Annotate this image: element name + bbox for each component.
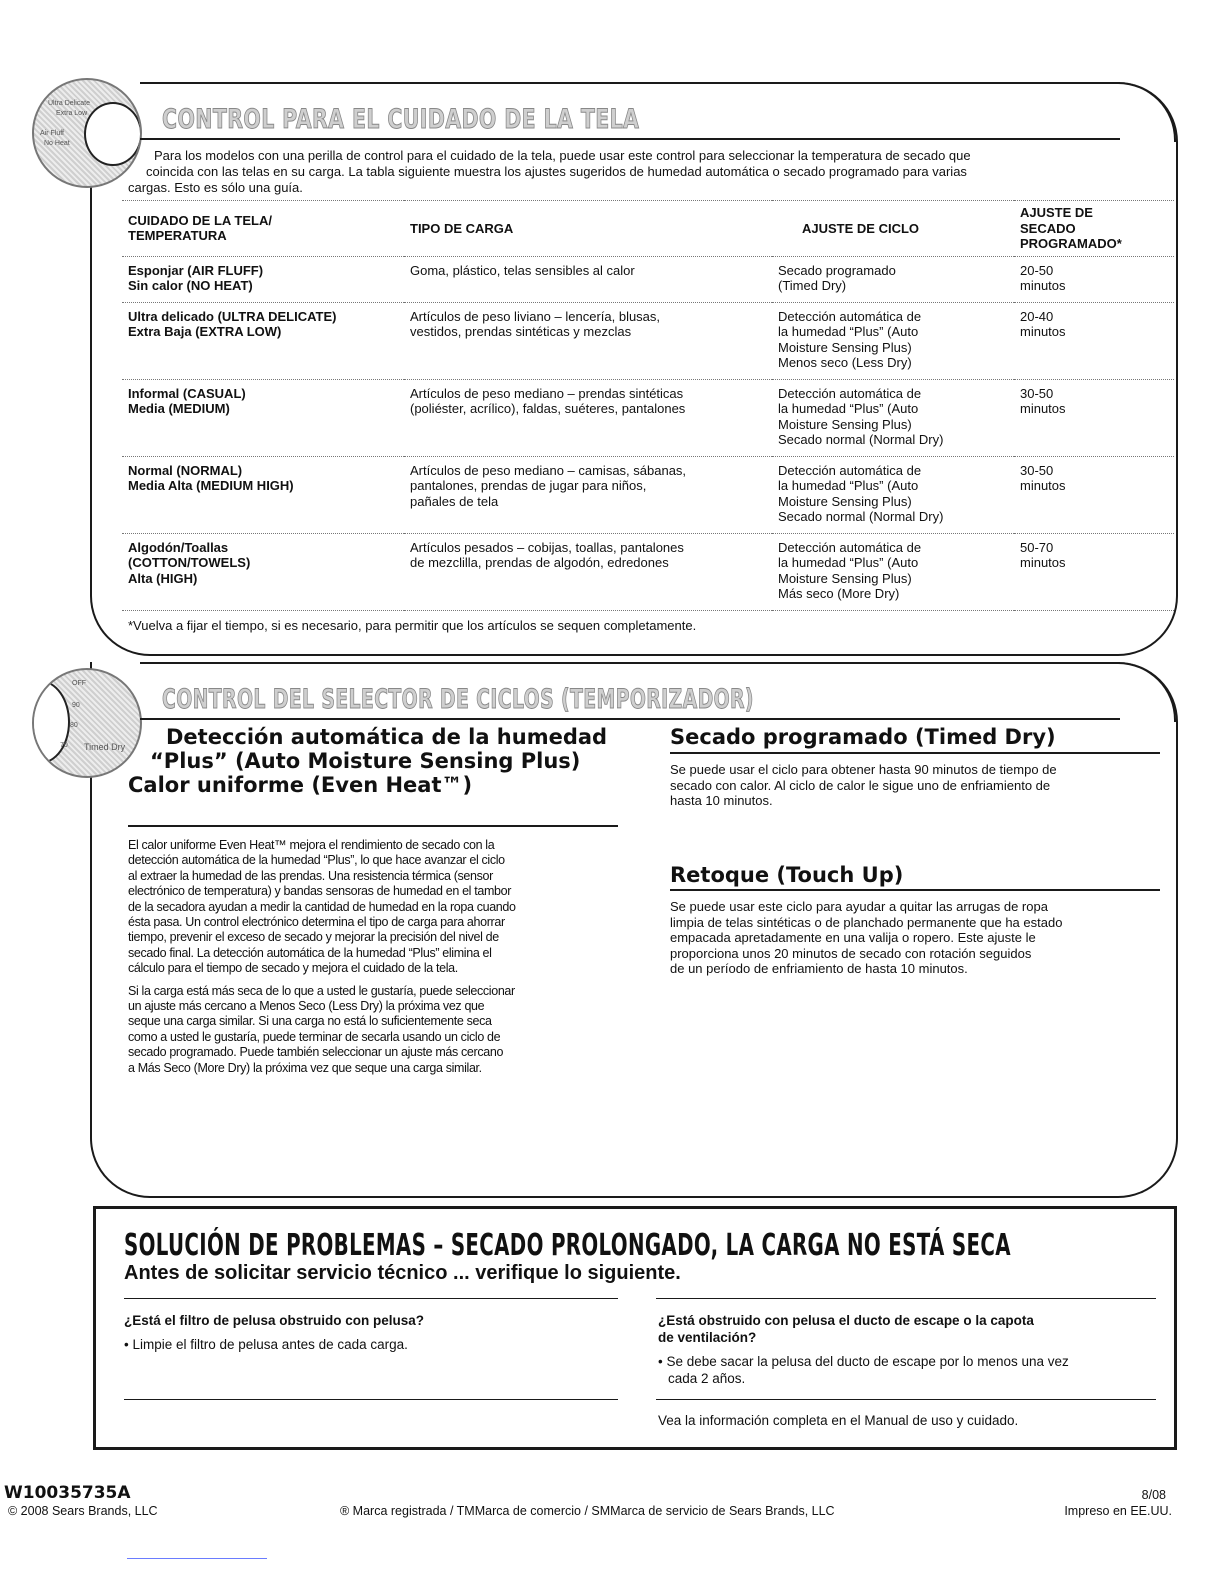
text-line: un ajuste más cercano a Menos Seco (Less Dry) la próxima vez que xyxy=(128,999,485,1014)
question-exhaust-duct xyxy=(658,1312,1034,1346)
cell-care: Algodón/Toallas (COTTON/TOWELS) Alta (HIGH) xyxy=(122,533,404,610)
cell-load: Artículos pesados – cobijas, toallas, pantalones de mezclilla, prendas de algodón, edredones xyxy=(404,533,772,610)
text-line: secado programado. Puede también seleccionar un ajuste más cercano xyxy=(128,1045,504,1060)
printed-in: Impreso en EE.UU. xyxy=(1064,1504,1172,1518)
cell-timed: 30-50 minutos xyxy=(1014,456,1174,533)
touch-up-body xyxy=(670,899,1160,977)
fabric-care-dial-icon xyxy=(32,78,142,188)
dial-label: Extra Low xyxy=(56,110,88,117)
answer-line: cada 2 años. xyxy=(668,1371,746,1386)
copyright: © 2008 Sears Brands, LLC xyxy=(8,1504,158,1518)
text-line: proporciona unos 20 minutos de secado con rotación seguidos xyxy=(670,945,1032,961)
cell-load: Artículos de peso mediano – prendas sintéticas (poliéster, acrílico), faldas, suéteres, pantalones xyxy=(404,379,772,456)
dial-label: 70 xyxy=(60,742,68,749)
divider xyxy=(656,1399,1156,1400)
fabric-care-title: CONTROL PARA EL CUIDADO DE LA TELA xyxy=(162,104,640,135)
cell-cycle: Secado programado (Timed Dry) xyxy=(772,256,1014,302)
header-load: TIPO DE CARGA xyxy=(404,201,772,257)
fabric-care-corner xyxy=(1116,82,1176,142)
text-line: como a usted le gustaría, puede terminar de secarla usando un ciclo de xyxy=(128,1029,501,1044)
text-line: empacada apretadamente en una valija o ropero. Este ajuste le xyxy=(670,930,1036,945)
text-line: electrónico de temperatura) y bandas sensoras de humedad en el tambor xyxy=(128,884,512,899)
header-care: CUIDADO DE LA TELA/ TEMPERATURA xyxy=(122,201,404,257)
auto-moisture-rule xyxy=(128,825,618,827)
text-line: a Más Seco (More Dry) la próxima vez que seque una carga similar. xyxy=(128,1060,482,1075)
text-line: El calor uniforme Even Heat™ mejora el rendimiento de secado con la xyxy=(128,838,495,852)
model-number: W10035735A xyxy=(4,1483,131,1503)
touch-up-rule xyxy=(670,889,1160,891)
dial-label: Air Fluff xyxy=(40,130,64,137)
fabric-care-table xyxy=(122,200,1174,611)
cell-cycle: Detección automática de la humedad “Plus” (Auto Moisture Sensing Plus) Secado normal (Normal Dry) xyxy=(772,456,1014,533)
dial-label: No Heat xyxy=(44,140,70,147)
text-line: seque una carga similar. Si una carga no está lo suficientemente seca xyxy=(128,1014,492,1029)
auto-moisture-body xyxy=(128,838,623,1083)
text-line: secado final. La detección automática de la humedad “Plus” elimina el xyxy=(128,945,492,960)
trademarks: ® Marca registrada / TMMarca de comercio / SMMarca de servicio de Sears Brands, LLC xyxy=(340,1504,835,1518)
question-lint-filter: ¿Está el filtro de pelusa obstruido con pelusa? xyxy=(124,1313,425,1328)
dial-label: Ultra Delicate xyxy=(48,100,91,107)
text-line: Se puede usar el ciclo para obtener hasta 90 minutos de tiempo de xyxy=(670,762,1057,777)
auto-moisture-heading: Calor uniforme (Even Heat™) xyxy=(128,773,473,797)
cell-cycle: Detección automática de la humedad “Plus” (Auto Moisture Sensing Plus) Menos seco (Less Dry) xyxy=(772,302,1014,379)
dial-label: 90 xyxy=(72,702,80,709)
cell-care: Informal (CASUAL) Media (MEDIUM) xyxy=(122,379,404,456)
text-line: de un período de enfriamiento de hasta 10 minutos. xyxy=(670,961,968,976)
cell-cycle: Detección automática de la humedad “Plus” (Auto Moisture Sensing Plus) Más seco (More Dry) xyxy=(772,533,1014,610)
intro-line: Para los modelos con una perilla de control para el cuidado de la tela, puede usar este control para seleccionar la temperatura de secado que xyxy=(154,148,971,163)
decorative-line xyxy=(127,1558,267,1559)
question-line: ¿Está obstruido con pelusa el ducto de escape o la capota xyxy=(658,1313,1034,1328)
touch-up-heading: Retoque (Touch Up) xyxy=(670,863,904,887)
question-line: de ventilación? xyxy=(658,1330,757,1345)
table-row xyxy=(122,256,1174,302)
fabric-care-top-border xyxy=(140,82,1120,84)
troubleshooting-title: SOLUCIÓN DE PROBLEMAS – SECADO PROLONGADO, LA CARGA NO ESTÁ SECA xyxy=(124,1228,1011,1263)
table-header-row xyxy=(122,201,1174,257)
header-timed: AJUSTE DE SECADO PROGRAMADO* xyxy=(1014,201,1174,257)
cycle-selector-corner xyxy=(1116,662,1176,722)
print-date: 8/08 xyxy=(1141,1488,1166,1502)
text-line: de la secadora ayudan a medir la cantidad de humedad en la ropa cuando xyxy=(128,899,516,914)
cell-load: Artículos de peso mediano – camisas, sábanas, pantalones, prendas de jugar para niños, pañales de tela xyxy=(404,456,772,533)
table-row xyxy=(122,456,1174,533)
intro-line: cargas. Esto es sólo una guía. xyxy=(128,180,303,195)
dial-label: OFF xyxy=(72,680,86,687)
cell-load: Artículos de peso liviano – lencería, blusas, vestidos, prendas sintéticas y mezclas xyxy=(404,302,772,379)
intro-line: coincida con las telas en su carga. La tabla siguiente muestra los ajustes sugeridos de humedad automática o secado programado para varias xyxy=(146,164,967,179)
troubleshooting-subtitle: Antes de solicitar servicio técnico ... verifique lo siguiente. xyxy=(124,1262,681,1284)
text-line: Si la carga está más seca de lo que a usted le gustaría, puede seleccionar xyxy=(128,983,515,998)
cycle-selector-title: CONTROL DEL SELECTOR DE CICLOS (TEMPORIZADOR) xyxy=(162,684,754,715)
cell-care: Esponjar (AIR FLUFF) Sin calor (NO HEAT) xyxy=(122,256,404,302)
table-row xyxy=(122,379,1174,456)
text-line: Se puede usar este ciclo para ayudar a quitar las arrugas de ropa xyxy=(670,899,1048,914)
cell-load: Goma, plástico, telas sensibles al calor xyxy=(404,256,772,302)
cycle-selector-dial-icon xyxy=(32,668,142,778)
cell-timed: 30-50 minutos xyxy=(1014,379,1174,456)
divider xyxy=(124,1399,618,1400)
manual-note: Vea la información completa en el Manual de uso y cuidado. xyxy=(658,1413,1019,1428)
text-line: detección automática de la humedad “Plus”, lo que hace avanzar el ciclo xyxy=(128,853,505,868)
dial-label: Timed Dry xyxy=(84,742,126,752)
text-line: cálculo para el tiempo de secado y mejora el cuidado de la tela. xyxy=(128,961,458,976)
text-line: al extraer la humedad de las prendas. Una resistencia térmica (sensor xyxy=(128,868,493,883)
auto-moisture-heading: “Plus” (Auto Moisture Sensing Plus) xyxy=(150,749,581,773)
fabric-care-intro xyxy=(128,148,1118,196)
cell-timed: 20-50 minutos xyxy=(1014,256,1174,302)
timed-dry-rule xyxy=(670,752,1160,754)
table-row xyxy=(122,533,1174,610)
text-line: secado con calor. Al ciclo de calor le sigue uno de enfriamiento de xyxy=(670,777,1051,793)
auto-moisture-heading: Detección automática de la humedad xyxy=(166,725,608,749)
timed-dry-heading: Secado programado (Timed Dry) xyxy=(670,725,1056,749)
dial-label: 80 xyxy=(70,722,78,729)
cell-timed: 50-70 minutos xyxy=(1014,533,1174,610)
text-line: hasta 10 minutos. xyxy=(670,793,773,808)
divider xyxy=(124,1298,618,1299)
text-line: ésta pasa. Un control electrónico determina el tipo de carga para ahorrar xyxy=(128,915,505,930)
table-row xyxy=(122,302,1174,379)
cell-care: Normal (NORMAL) Media Alta (MEDIUM HIGH) xyxy=(122,456,404,533)
cycle-selector-top-border xyxy=(140,662,1120,664)
cell-care: Ultra delicado (ULTRA DELICATE) Extra Baja (EXTRA LOW) xyxy=(122,302,404,379)
cell-cycle: Detección automática de la humedad “Plus” (Auto Moisture Sensing Plus) Secado normal (Normal Dry) xyxy=(772,379,1014,456)
fabric-care-footnote: *Vuelva a fijar el tiempo, si es necesario, para permitir que los artículos se sequen completamente. xyxy=(128,618,697,633)
text-line: tiempo, prevenir el exceso de secado y mejorar la precisión del nivel de xyxy=(128,930,499,945)
timed-dry-body xyxy=(670,762,1160,809)
answer-lint-filter: • Limpie el filtro de pelusa antes de cada carga. xyxy=(124,1337,408,1352)
cell-timed: 20-40 minutos xyxy=(1014,302,1174,379)
answer-line: • Se debe sacar la pelusa del ducto de escape por lo menos una vez xyxy=(658,1354,1069,1369)
header-cycle: AJUSTE DE CICLO xyxy=(772,201,1014,257)
divider xyxy=(656,1298,1156,1299)
text-line: limpia de telas sintéticas o de planchado permanente que ha estado xyxy=(670,914,1063,930)
answer-exhaust-duct xyxy=(658,1353,1069,1387)
